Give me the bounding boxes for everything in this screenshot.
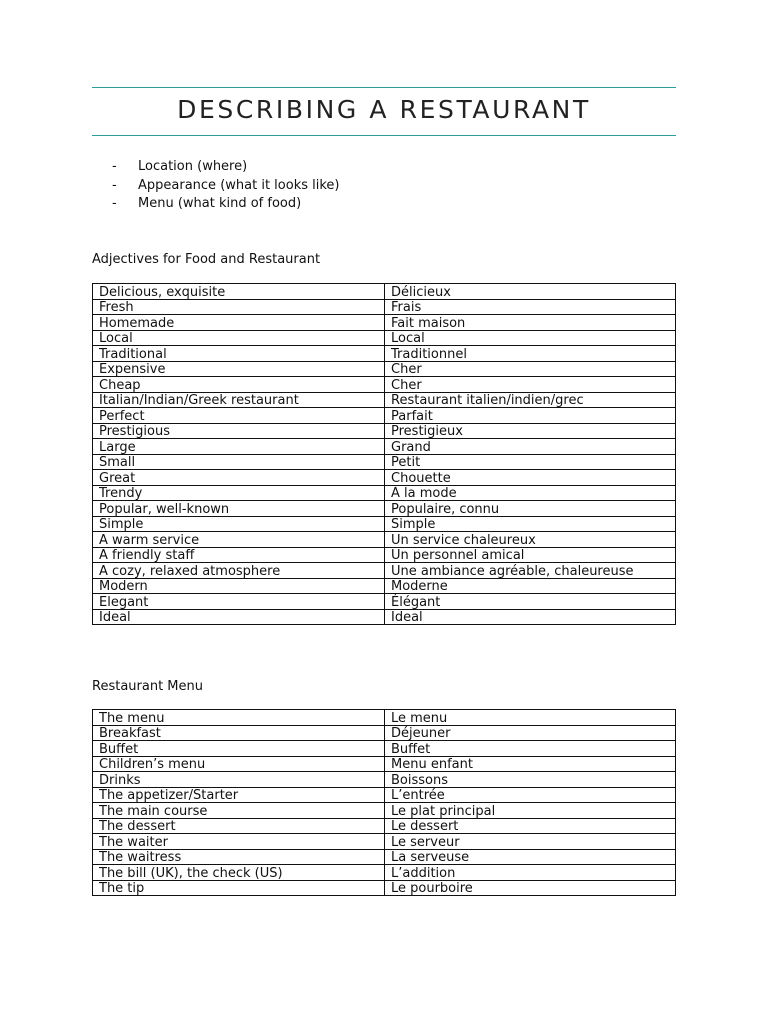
english-cell: Fresh bbox=[93, 299, 385, 315]
english-cell: Modern bbox=[93, 578, 385, 594]
english-cell: Small bbox=[93, 454, 385, 470]
french-cell: Frais bbox=[385, 299, 676, 315]
table-row bbox=[93, 834, 676, 850]
table-row bbox=[93, 787, 676, 803]
table-row bbox=[93, 299, 676, 315]
english-cell: The tip bbox=[93, 880, 385, 896]
english-cell: The waitress bbox=[93, 849, 385, 865]
english-cell: The dessert bbox=[93, 818, 385, 834]
english-cell: The menu bbox=[93, 710, 385, 726]
table-row bbox=[93, 710, 676, 726]
table-row bbox=[93, 547, 676, 563]
english-cell: Local bbox=[93, 330, 385, 346]
french-cell: Boissons bbox=[385, 772, 676, 788]
english-cell: Drinks bbox=[93, 772, 385, 788]
french-cell: La serveuse bbox=[385, 849, 676, 865]
menu-table bbox=[92, 709, 676, 896]
table-row bbox=[93, 609, 676, 625]
table-row bbox=[93, 818, 676, 834]
english-cell: The bill (UK), the check (US) bbox=[93, 865, 385, 881]
english-cell: Simple bbox=[93, 516, 385, 532]
table-row bbox=[93, 346, 676, 362]
english-cell: Large bbox=[93, 439, 385, 455]
list-item bbox=[112, 158, 339, 177]
adjectives-table bbox=[92, 283, 676, 625]
english-cell: Children’s menu bbox=[93, 756, 385, 772]
english-cell: Delicious, exquisite bbox=[93, 284, 385, 300]
french-cell: Le dessert bbox=[385, 818, 676, 834]
french-cell: Chouette bbox=[385, 470, 676, 486]
list-item bbox=[112, 195, 339, 214]
table-row bbox=[93, 516, 676, 532]
french-cell: Fait maison bbox=[385, 315, 676, 331]
french-cell: Populaire, connu bbox=[385, 501, 676, 517]
table-row bbox=[93, 563, 676, 579]
list-item-text: Appearance (what it looks like) bbox=[138, 177, 340, 193]
english-cell: Cheap bbox=[93, 377, 385, 393]
table-row bbox=[93, 392, 676, 408]
table-row bbox=[93, 485, 676, 501]
english-cell: Prestigious bbox=[93, 423, 385, 439]
french-cell: Prestigieux bbox=[385, 423, 676, 439]
table-row bbox=[93, 880, 676, 896]
bullet-dash: - bbox=[112, 159, 117, 174]
french-cell: Le plat principal bbox=[385, 803, 676, 819]
table-row bbox=[93, 377, 676, 393]
english-cell: Trendy bbox=[93, 485, 385, 501]
french-cell: Simple bbox=[385, 516, 676, 532]
french-cell: Une ambiance agréable, chaleureuse bbox=[385, 563, 676, 579]
topic-list bbox=[112, 158, 339, 214]
french-cell: Ideal bbox=[385, 609, 676, 625]
table-row bbox=[93, 725, 676, 741]
english-cell: A friendly staff bbox=[93, 547, 385, 563]
french-cell: Parfait bbox=[385, 408, 676, 424]
table-row bbox=[93, 756, 676, 772]
table-row bbox=[93, 803, 676, 819]
french-cell: Cher bbox=[385, 361, 676, 377]
table-row bbox=[93, 439, 676, 455]
table-row bbox=[93, 423, 676, 439]
english-cell: Ideal bbox=[93, 609, 385, 625]
table-row bbox=[93, 865, 676, 881]
page-title: DESCRIBING A RESTAURANT bbox=[177, 95, 591, 124]
french-cell: L’entrée bbox=[385, 787, 676, 803]
english-cell: Traditional bbox=[93, 346, 385, 362]
table-row bbox=[93, 361, 676, 377]
french-cell: Le serveur bbox=[385, 834, 676, 850]
title-top-rule bbox=[92, 87, 676, 88]
english-cell: A cozy, relaxed atmosphere bbox=[93, 563, 385, 579]
english-cell: A warm service bbox=[93, 532, 385, 548]
english-cell: Great bbox=[93, 470, 385, 486]
french-cell: Le pourboire bbox=[385, 880, 676, 896]
french-cell: Menu enfant bbox=[385, 756, 676, 772]
table-row bbox=[93, 470, 676, 486]
french-cell: L’addition bbox=[385, 865, 676, 881]
french-cell: Petit bbox=[385, 454, 676, 470]
english-cell: Breakfast bbox=[93, 725, 385, 741]
english-cell: The waiter bbox=[93, 834, 385, 850]
french-cell: Local bbox=[385, 330, 676, 346]
french-cell: Moderne bbox=[385, 578, 676, 594]
english-cell: Expensive bbox=[93, 361, 385, 377]
table-row bbox=[93, 315, 676, 331]
table-row bbox=[93, 330, 676, 346]
french-cell: Élégant bbox=[385, 594, 676, 610]
list-item-text: Menu (what kind of food) bbox=[138, 196, 302, 211]
french-cell: Grand bbox=[385, 439, 676, 455]
adjectives-heading: Adjectives for Food and Restaurant bbox=[92, 252, 321, 267]
table-row bbox=[93, 454, 676, 470]
english-cell: Perfect bbox=[93, 408, 385, 424]
french-cell: Buffet bbox=[385, 741, 676, 757]
list-item bbox=[112, 177, 339, 196]
table-row bbox=[93, 594, 676, 610]
english-cell: Elegant bbox=[93, 594, 385, 610]
english-cell: Italian/Indian/Greek restaurant bbox=[93, 392, 385, 408]
menu-heading: Restaurant Menu bbox=[92, 679, 203, 694]
english-cell: Homemade bbox=[93, 315, 385, 331]
table-row bbox=[93, 741, 676, 757]
table-row bbox=[93, 501, 676, 517]
list-item-text: Location (where) bbox=[138, 159, 248, 174]
table-row bbox=[93, 532, 676, 548]
french-cell: Un service chaleureux bbox=[385, 532, 676, 548]
table-row bbox=[93, 284, 676, 300]
table-row bbox=[93, 849, 676, 865]
english-cell: Popular, well-known bbox=[93, 501, 385, 517]
english-cell: The main course bbox=[93, 803, 385, 819]
english-cell: The appetizer/Starter bbox=[93, 787, 385, 803]
table-row bbox=[93, 408, 676, 424]
french-cell: Restaurant italien/indien/grec bbox=[385, 392, 676, 408]
french-cell: Un personnel amical bbox=[385, 547, 676, 563]
bullet-dash: - bbox=[112, 177, 117, 193]
french-cell: Traditionnel bbox=[385, 346, 676, 362]
french-cell: Déjeuner bbox=[385, 725, 676, 741]
french-cell: À la mode bbox=[385, 485, 676, 501]
table-row bbox=[93, 772, 676, 788]
title-bottom-rule bbox=[92, 135, 676, 136]
french-cell: Cher bbox=[385, 377, 676, 393]
french-cell: Délicieux bbox=[385, 284, 676, 300]
table-row bbox=[93, 578, 676, 594]
french-cell: Le menu bbox=[385, 710, 676, 726]
bullet-dash: - bbox=[112, 196, 117, 211]
english-cell: Buffet bbox=[93, 741, 385, 757]
